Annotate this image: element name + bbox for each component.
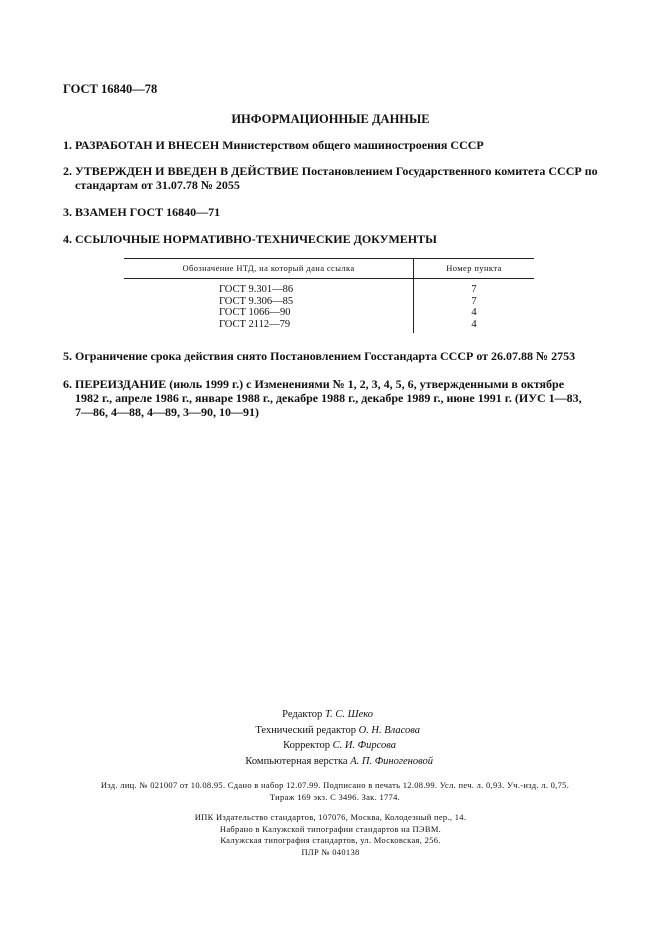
credit-layout [0, 754, 661, 770]
item-text-line2: стандартам от 31.07.78 № 2055 [75, 178, 240, 192]
printer-info-line2: Набрано в Калужской типографии стандартов на ПЭВМ. [219, 823, 442, 834]
item-text: ВЗАМЕН ГОСТ 16840—71 [75, 205, 221, 219]
credit-name: Т. С. Шеко [324, 709, 373, 720]
item-number: 1. [63, 138, 72, 152]
table-row [124, 296, 534, 308]
credit-editor [0, 707, 661, 723]
printer-info [0, 812, 661, 858]
item-number: 2. [63, 164, 72, 178]
info-item-5 [63, 349, 611, 363]
item-text: ССЫЛОЧНЫЕ НОРМАТИВНО-ТЕХНИЧЕСКИЕ ДОКУМЕНТЫ [75, 232, 437, 246]
document-code: ГОСТ 16840—78 [63, 82, 158, 96]
credit-name: С. И. Фирсова [332, 740, 396, 751]
credit-name: А. П. Финогеновой [350, 755, 433, 767]
table-row [124, 319, 534, 334]
info-item-1 [63, 138, 611, 152]
printer-info-line4: ПЛР № 040138 [301, 846, 360, 857]
credit-role: Компьютерная верстка [245, 755, 348, 767]
cell-point: 4 [471, 307, 477, 318]
printer-info-line1: ИПК Издательство стандартов, 107076, Москва, Колодезный пер., 14. [194, 812, 467, 822]
info-item-4 [63, 232, 611, 246]
column-header-document: Обозначение НТД, на который дана ссылка [124, 259, 414, 279]
column-header-point: Номер пункта [414, 259, 535, 279]
item-number: 4. [63, 232, 72, 246]
credit-role: Корректор [283, 740, 330, 751]
credits-block [0, 707, 661, 769]
cell-document: ГОСТ 1066—90 [124, 307, 414, 319]
cell-point: 7 [471, 284, 477, 295]
cell-document: ГОСТ 2112—79 [124, 319, 414, 334]
table-row [124, 307, 534, 319]
item-text-line1: УТВЕРЖДЕН И ВВЕДЕН В ДЕЙСТВИЕ Постановлением Государственного комитета СССР по [75, 164, 598, 178]
cell-point: 4 [471, 318, 477, 330]
table-row [124, 279, 534, 296]
printer-info-line3: Калужская типография стандартов, ул. Московская, 256. [220, 835, 441, 845]
cell-point: 7 [471, 295, 477, 307]
item-text-line1: ПЕРЕИЗДАНИЕ (июль 1999 г.) с Изменениями № 1, 2, 3, 4, 5, 6, утвержденными в октябре [75, 377, 565, 391]
credit-role: Редактор [282, 709, 323, 720]
credit-name: О. Н. Власова [358, 724, 420, 736]
publication-info-line2: Тираж 169 экз. С 3496. Зак. 1774. [269, 791, 401, 802]
info-item-3 [63, 205, 611, 219]
item-text: РАЗРАБОТАН И ВНЕСЕН Министерством общего машиностроения СССР [75, 138, 484, 152]
info-item-2 [63, 164, 611, 192]
item-text: Ограничение срока действия снято Постановлением Госстандарта СССР от 26.07.88 № 2753 [75, 349, 576, 363]
credit-role: Технический редактор [255, 724, 356, 736]
reference-documents-table [124, 258, 534, 333]
table-header-row [124, 259, 534, 279]
credit-tech-editor [0, 723, 661, 739]
item-text-line3: 7—86, 4—88, 4—89, 3—90, 10—91) [75, 405, 259, 419]
item-number: 6. [63, 377, 72, 391]
section-heading: ИНФОРМАЦИОННЫЕ ДАННЫЕ [231, 112, 430, 126]
cell-document: ГОСТ 9.301—86 [124, 279, 414, 296]
publication-info [55, 780, 615, 803]
publication-info-line1: Изд. лиц. № 021007 от 10.08.95. Сдано в набор 12.07.99. Подписано в печать 12.08.99. Усл. печ. л. 0,93. Уч.-изд. л. 0,75. [100, 780, 570, 790]
cell-document: ГОСТ 9.306—85 [124, 296, 414, 308]
credit-corrector [0, 738, 661, 754]
info-item-6 [63, 377, 611, 419]
item-number: 3. [63, 205, 72, 219]
item-text-line2: 1982 г., апреле 1986 г., январе 1988 г., декабре 1988 г., декабре 1989 г., июне 1991 г. (ИУС 1—83, [75, 391, 582, 405]
item-number: 5. [63, 349, 72, 363]
